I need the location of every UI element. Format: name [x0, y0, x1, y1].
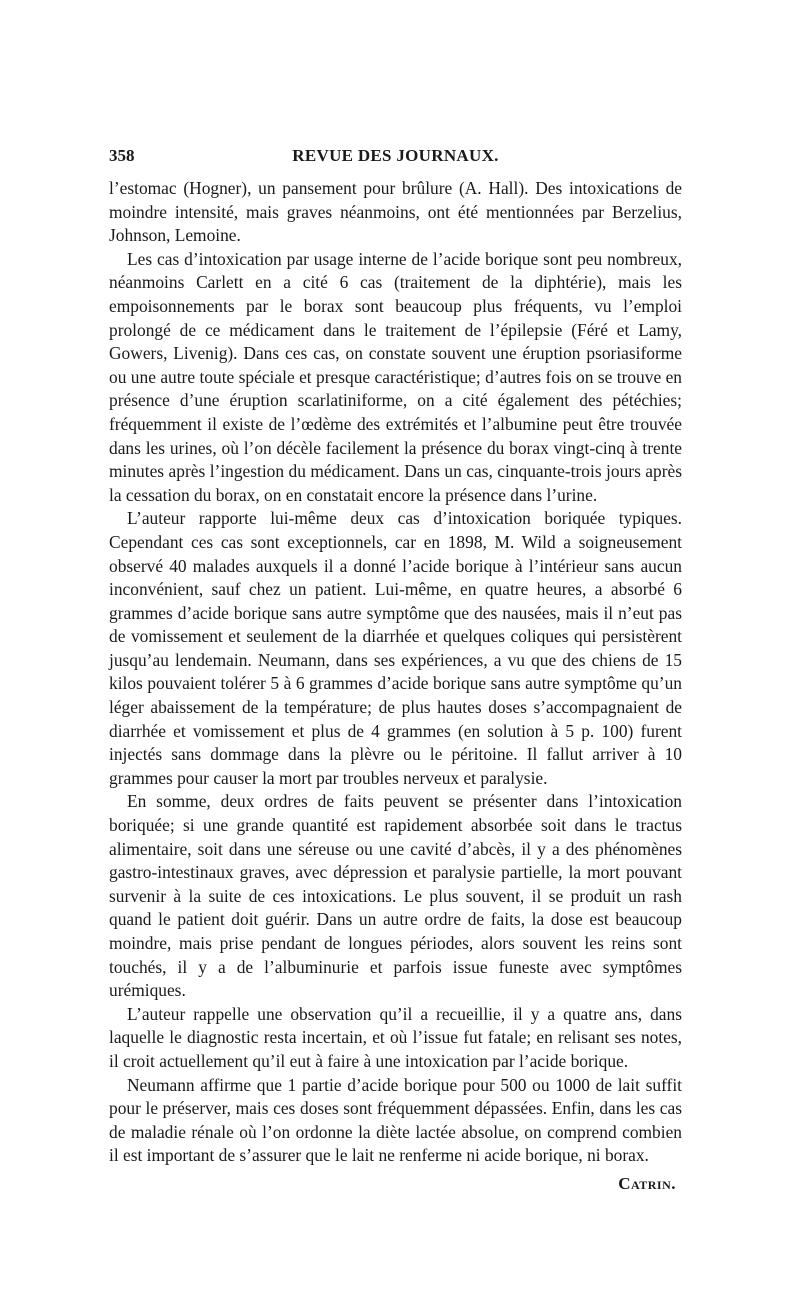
paragraph-continuation: l’estomac (Hogner), un pansement pour brûlure (A. Hall). Des intoxications de moindre intensité, mais graves néanmoins, ont été mentionnées par Berzelius, Johnson, Lemoine.: [109, 178, 682, 246]
page-number: 358: [109, 146, 135, 165]
document-page: [109, 143, 682, 1194]
running-head: [109, 143, 682, 169]
paragraph: Les cas d’intoxication par usage interne de l’acide borique sont peu nombreux, néanmoins Carlett en a cité 6 cas (traitement de la diphtérie), mais les empoisonnements par le borax sont beaucoup plus fréquents, vu l’emploi prolongé de ce médicament dans le traitement de l’épilepsie (Féré et Lamy, Gowers, Livenig). Dans ces cas, on constate souvent une éruption psoriasiforme ou une autre toute spéciale et presque caractéristique; d’autres fois on se trouve en présence d’une éruption scarlatiniforme, on a cité également des pétéchies; fréquemment il existe de l’œdème des extrémités et l’albumine peut être trouvée dans les urines, où l’on décèle facilement la présence du borax vingt-cinq à trente minutes après l’ingestion du médicament. Dans un cas, cinquante-trois jours après la cessation du borax, on en constatait encore la présence dans l’urine.: [109, 248, 682, 505]
journal-section-title: REVUE DES JOURNAUX.: [292, 146, 499, 165]
paragraph: L’auteur rapporte lui-même deux cas d’intoxication boriquée typiques. Cependant ces cas sont exceptionnels, car en 1898, M. Wild a soigneusement observé 40 malades auxquels il a donné l’acide borique à l’intérieur sans aucun inconvénient, sauf chez un patient. Lui-même, en quatre heures, a absorbé 6 grammes d’acide borique sans autre symptôme que des nausées, mais il n’eut pas de vomissement et seulement de la diarrhée et quelques coliques qui persistèrent jusqu’au lendemain. Neumann, dans ses expériences, a vu que des chiens de 15 kilos pouvaient tolérer 5 à 6 grammes d’acide borique sans autre symptôme qu’un léger abaissement de la température; de plus hautes doses s’accompagnaient de diarrhée et vomissement et plus de 4 grammes (en solution à 5 p. 100) furent injectés sans dommage dans la plèvre ou le péritoine. Il fallut arriver à 10 grammes pour causer la mort par troubles nerveux et paralysie.: [109, 508, 682, 788]
paragraph: L’auteur rappelle une observation qu’il a recueillie, il y a quatre ans, dans laquelle le diagnostic resta incertain, et où l’issue fut fatale; en relisant ses notes, il croit actuellement qu’il eut à faire à une intoxication par l’acide borique.: [109, 1003, 682, 1071]
paragraph: En somme, deux ordres de faits peuvent se présenter dans l’intoxication boriquée; si une grande quantité est rapidement absorbée soit dans le tractus alimentaire, soit dans une séreuse ou une cavité d’abcès, il y a des phénomènes gastro-intestinaux graves, avec dépression et paralysie partielle, la mort pouvant survenir à la suite de ces intoxications. Le plus souvent, il se produit un rash quand le patient doit guérir. Dans un autre ordre de faits, la dose est beaucoup moindre, mais prise pendant de longues périodes, alors souvent les reins sont touchés, il y a de l’albuminurie et parfois issue funeste avec symptômes urémiques.: [109, 791, 682, 1001]
author-signature: Catrin.: [618, 1173, 676, 1193]
paragraph: Neumann affirme que 1 partie d’acide borique pour 500 ou 1000 de lait suffit pour le préserver, mais ces doses sont fréquemment dépassées. Enfin, dans les cas de maladie rénale où l’on ordonne la diète lactée absolue, on comprend combien il est important de s’assurer que le lait ne renferme ni acide borique, ni borax.: [109, 1074, 682, 1166]
article-body: [109, 177, 682, 1168]
